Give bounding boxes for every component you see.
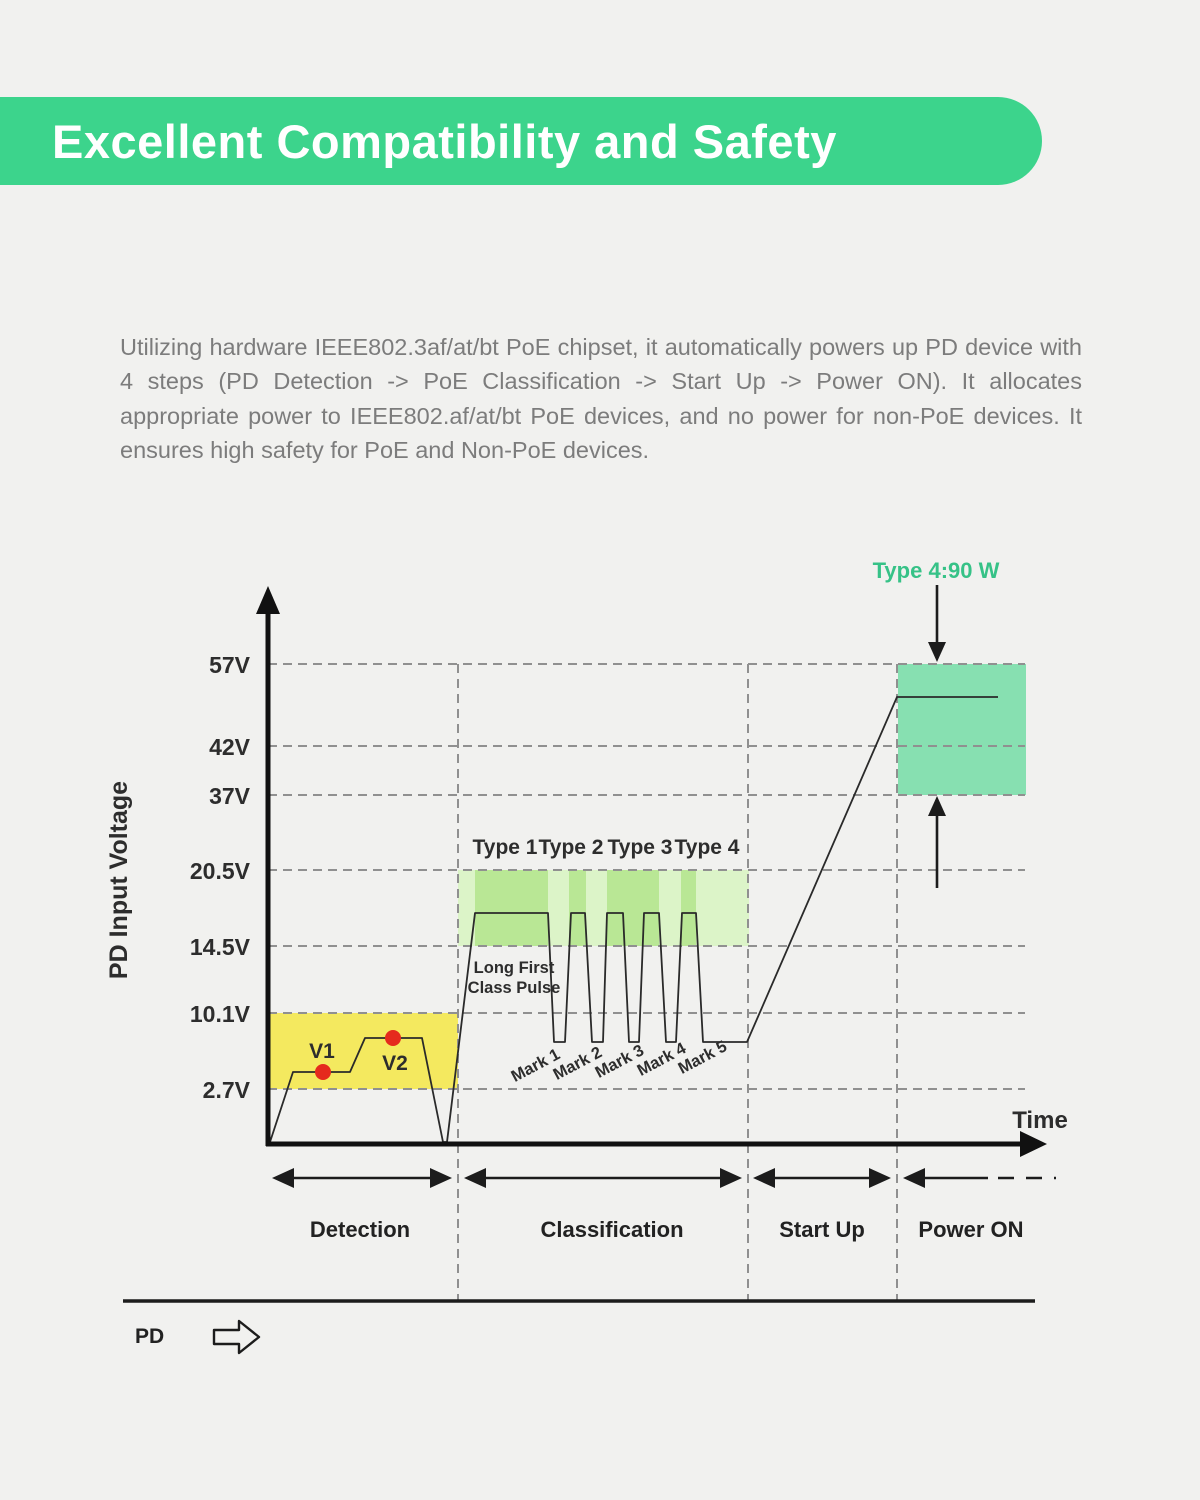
- mark-labels: [508, 1037, 730, 1085]
- title-banner: [0, 97, 1042, 185]
- page-title: Excellent Compatibility and Safety: [52, 114, 837, 168]
- x-axis-arrowhead: [1020, 1131, 1047, 1157]
- v2-label: V2: [382, 1052, 408, 1075]
- intro-paragraph: Utilizing hardware IEEE802.3af/at/bt PoE chipset, it automatically powers up PD device with 4 steps (PD Detection -> PoE Classification -> Start Up -> Power ON). It allocates appropriate power to IEEE802.af/at/bt PoE devices, and no power for non-PoE devices. It ensures high safety for PoE and Non-PoE devices.: [120, 333, 1082, 463]
- y-axis-arrowhead: [256, 586, 280, 614]
- power-annotation-up-arrow: [928, 796, 946, 888]
- tick-10.1v: 10.1V: [189, 1001, 250, 1027]
- poweron-span-arrow: [903, 1168, 1056, 1188]
- startup-span-arrow: [753, 1168, 891, 1188]
- pd-label: PD: [135, 1325, 165, 1348]
- v1-point: [315, 1064, 331, 1080]
- x-axis: [266, 1131, 1047, 1157]
- long-first-note-line1: Long First: [473, 959, 555, 977]
- type3-stripe: [607, 870, 659, 946]
- pd-direction-arrow-icon: [214, 1321, 259, 1353]
- classification-span-arrow: [464, 1168, 742, 1188]
- mark3-label: Mark 3: [592, 1041, 647, 1082]
- power-annotation-down-arrow: [928, 585, 946, 662]
- tick-42v: 42V: [209, 734, 250, 760]
- type1-label: Type 1: [472, 836, 538, 859]
- type3-label: Type 3: [607, 836, 673, 859]
- phase-classification-label: Classification: [540, 1217, 684, 1242]
- mark5-label: Mark 5: [675, 1037, 730, 1078]
- y-axis-title: PD Input Voltage: [105, 780, 133, 980]
- mark2-label: Mark 2: [550, 1043, 605, 1084]
- tick-37v: 37V: [209, 783, 250, 809]
- y-tick-labels: [190, 652, 251, 1103]
- v2-point: [385, 1030, 401, 1046]
- phase-startup-label: Start Up: [779, 1217, 865, 1242]
- type4-stripe: [681, 870, 696, 946]
- v1-label: V1: [309, 1040, 335, 1063]
- phase-detection-label: Detection: [309, 1217, 411, 1242]
- detection-span-arrow: [272, 1168, 452, 1188]
- tick-20.5v: 20.5V: [189, 858, 250, 884]
- phase-poweron-label: Power ON: [918, 1217, 1024, 1242]
- power-annotation-label: Type 4:90 W: [872, 558, 1000, 583]
- tick-14.5v: 14.5V: [189, 934, 250, 960]
- mark1-label: Mark 1: [508, 1045, 563, 1086]
- tick-57v: 57V: [209, 652, 250, 678]
- power-on-voltage-window: [898, 664, 1026, 795]
- phase-labels: [310, 1217, 1024, 1242]
- type4-label: Type 4: [674, 836, 740, 859]
- type1-stripe: [475, 870, 548, 946]
- long-first-note-line2: Class Pulse: [467, 979, 561, 997]
- chart-svg: [0, 555, 1200, 1400]
- mark4-label: Mark 4: [634, 1039, 689, 1080]
- tick-2.7v: 2.7V: [202, 1077, 250, 1103]
- type-labels: [473, 836, 740, 859]
- poe-timing-chart: [0, 555, 1200, 1400]
- type2-stripe: [569, 870, 586, 946]
- type2-label: Type 2: [538, 836, 604, 859]
- x-axis-title: Time: [1012, 1107, 1068, 1134]
- phase-span-arrows: [272, 1168, 1056, 1188]
